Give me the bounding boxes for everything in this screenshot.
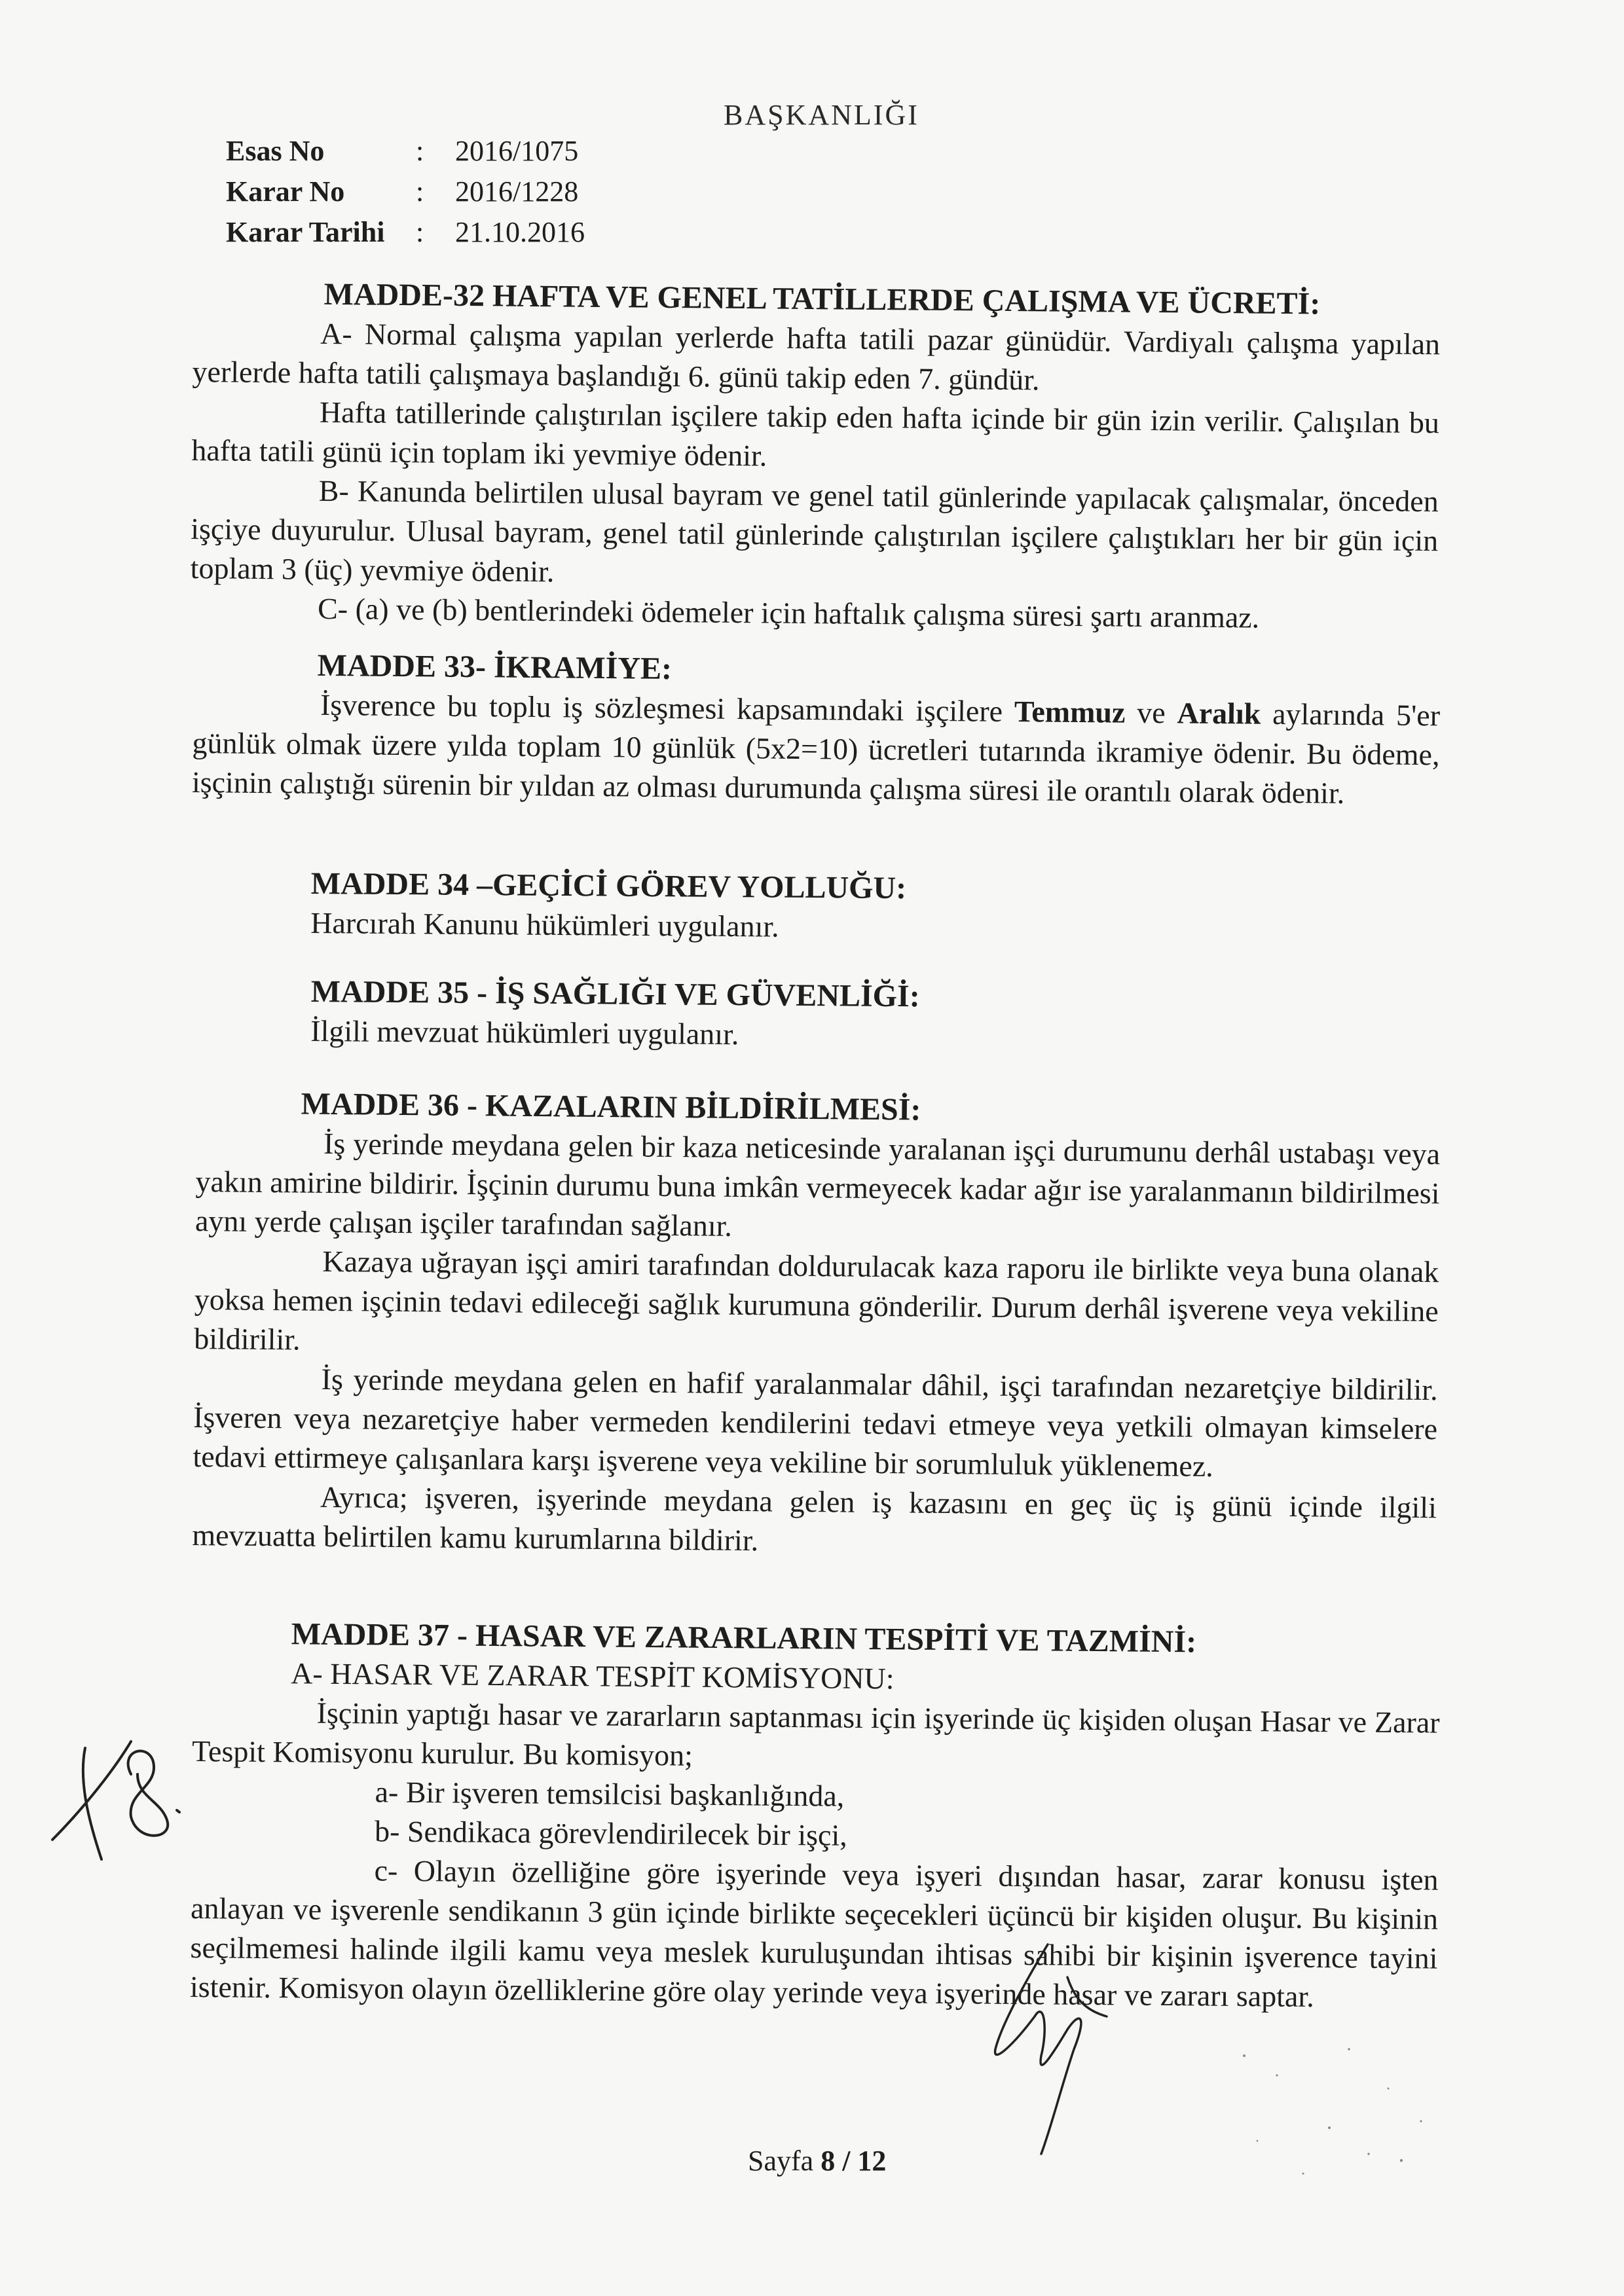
article-33-month-july: Temmuz: [1014, 695, 1126, 729]
article-33-text-and: ve: [1125, 695, 1177, 730]
article-37-heading: MADDE 37 - HASAR VE ZARARLARIN TESPİTİ VE TAZMİNİ:: [291, 1616, 1197, 1660]
article-35-heading: MADDE 35 - İŞ SAĞLIĞI VE GÜVENLİĞİ:: [310, 974, 920, 1014]
article-34-paragraph: Harcırah Kanunu hükümleri uygulanır.: [310, 905, 779, 943]
decision-date-value: 21.10.2016: [455, 216, 585, 248]
case-info-block: [226, 131, 652, 253]
article-36-paragraph-4: Ayrıca; işveren, işyerinde meydana gelen iş kazasını en geç üç iş günü içinde ilgili mevzuatta belirtilen kamu kurumlarına bildirir.: [192, 1480, 1437, 1558]
article-36-heading: MADDE 36 - KAZALARIN BİLDİRİLMESİ:: [301, 1086, 921, 1127]
case-number-colon: :: [416, 135, 424, 167]
article-36-paragraph-3: İş yerinde meydana gelen en hafif yaralanmalar dâhil, işçi tarafından nezaretçiye bildirilir. İşveren veya nezaretçiye haber vermeden kendilerini tedavi etmeye veya yetkili olmayan kimselere tedavi ettirmeye çalışanlara karşı işverene veya vekiline bir sorumluluk yüklenemez.: [193, 1362, 1438, 1483]
article-37-item-c: c- Olayın özelliğine göre işyerinde veya işyeri dışından hasar, zarar konusu işten anlayan ve işverenle sendikanın 3 gün içinde birlikte seçecekleri üçüncü bir kişiden oluşur. Bu kişinin seçilmemesi halinde ilgili kamu veya meslek kuruluşundan ihtisas sahibi bir kişinin işverence tayini istenir. Komisyon olayın özelliklerine göre olay yerinde veya işyerinde hasar ve zararı saptar.: [189, 1853, 1439, 2013]
article-37-item-a: a- Bir işveren temsilcisi başkanlığında,: [375, 1775, 845, 1813]
header-title: BAŞKANLIĞI: [724, 99, 919, 131]
article-32-paragraph-b: B- Kanunda belirtilen ulusal bayram ve genel tatil günlerinde yapılacak çalışmalar, önceden işçiye duyurulur. Ulusal bayram, genel tatil günlerinde çalıştırılan işçilere çalıştıkları her bir gün için toplam 3 (üç) yevmiye ödenir.: [190, 473, 1439, 589]
article-32-paragraph-a: A- Normal çalışma yapılan yerlerde hafta tatili pazar günüdür. Vardiyalı çalışma yapılan yerlerde hafta tatili çalışmaya başlandığı 6. günü takip eden 7. gündür.: [192, 316, 1441, 397]
decision-date-label: Karar Tarihi: [226, 216, 385, 248]
case-number-label: Esas No: [226, 135, 325, 167]
article-32-paragraph-rest-day: Hafta tatillerinde çalıştırılan işçilere takip eden hafta içinde bir gün izin verilir. Çalışılan bu hafta tatili günü için toplam iki yevmiye ödenir.: [191, 395, 1440, 473]
decision-number-label: Karar No: [226, 175, 345, 208]
decision-date-colon: :: [416, 216, 424, 248]
article-33: [192, 645, 1441, 814]
page-number: [748, 2144, 886, 2178]
article-35-paragraph: İlgili mevzuat hükümleri uygulanır.: [310, 1013, 739, 1051]
article-33-month-december: Aralık: [1177, 696, 1261, 731]
article-32-paragraph-c: C- (a) ve (b) bentlerindeki ödemeler için haftalık çalışma süresi şartı aranmaz.: [317, 591, 1260, 634]
page-number-current: 8: [821, 2145, 836, 2177]
case-number-value: 2016/1075: [455, 135, 579, 167]
article-33-paragraph: [192, 684, 1441, 814]
article-35: [310, 972, 1293, 1059]
signature-icon: [976, 1938, 1146, 2160]
article-36-paragraph-1: İş yerinde meydana gelen bir kaza neticesinde yaralanan işçi durumunu derhâl ustabaşı veya yakın amirine bildirir. İşçinin durumu buna imkân vermeyecek kadar ağır ise yaralanmanın bildirilmesi aynı yerde çalışan işçiler tarafından sağlanır.: [194, 1126, 1441, 1243]
article-32-heading: MADDE-32 HAFTA VE GENEL TATİLLERDE ÇALIŞMA VE ÜCRETİ:: [323, 276, 1321, 321]
page-number-total: 12: [857, 2145, 887, 2177]
article-33-text-a: İşverence bu toplu iş sözleşmesi kapsamındaki işçilere: [320, 687, 1015, 729]
article-34: [310, 864, 1293, 951]
article-37-item-b: b- Sendikaca görevlendirilecek bir işçi,: [374, 1814, 847, 1852]
article-37-paragraph: İşçinin yaptığı hasar ve zararların saptanması için işyerinde üç kişiden oluşan Hasar ve Zarar Tespit Komisyonu kurulur. Bu komisyon;: [191, 1696, 1440, 1772]
article-37: [190, 1614, 1441, 2018]
page-number-prefix: Sayfa: [748, 2145, 821, 2177]
article-34-heading: MADDE 34 –GEÇİCİ GÖREV YOLLUĞU:: [310, 866, 907, 906]
article-36-paragraph-2: Kazaya uğrayan işçi amiri tarafından doldurulacak kaza raporu ile birlikte veya buna olanak yoksa hemen işçinin tedavi edileceği sağlık kurumuna gönderilir. Durum derhâl işverene veya vekiline bildirilir.: [194, 1244, 1439, 1357]
decision-number-colon: :: [416, 175, 424, 208]
article-33-heading: MADDE 33- İKRAMİYE:: [317, 647, 673, 687]
case-number-row: [226, 131, 652, 172]
article-32: [190, 274, 1441, 639]
handwritten-initials-icon: [39, 1702, 190, 1886]
scan-specks-decoration: [1179, 2030, 1441, 2200]
decision-number-value: 2016/1228: [455, 175, 579, 208]
article-33-text-d: aylarında 5'er günlük olmak üzere yılda toplam 10 günlük (5x2=10) ücretleri tutarında ikramiye ödenir. Bu ödeme, işçinin çalıştığı sürenin bir yıldan az olması durumunda çalışma süresi ile orantılı olarak ödenir.: [191, 697, 1441, 810]
article-36: [192, 1084, 1441, 1567]
decision-date-row: [226, 212, 652, 253]
article-37-subtitle: A- HASAR VE ZARAR TESPİT KOMİSYONU:: [290, 1656, 895, 1696]
page-number-separator: /: [835, 2145, 858, 2177]
decision-number-row: [226, 172, 652, 212]
